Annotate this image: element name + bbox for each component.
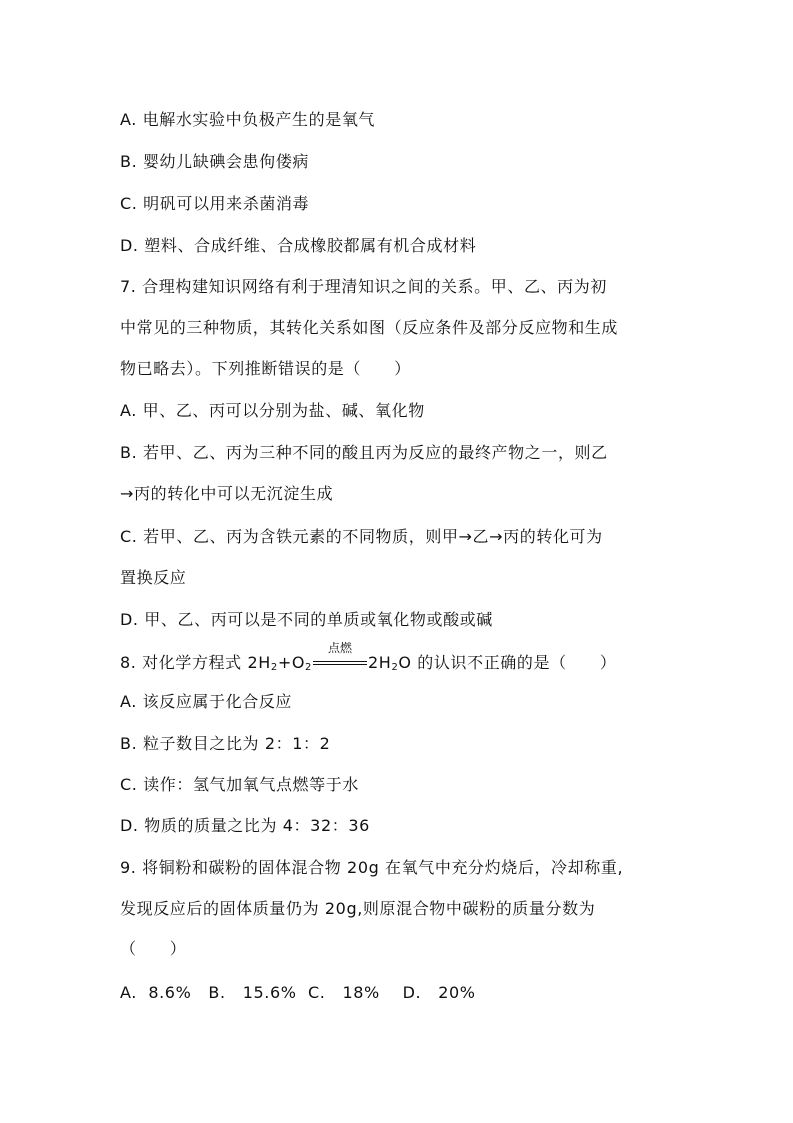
q7-option-d: D. 甲、乙、丙可以是不同的单质或氧化物或酸或碱 xyxy=(120,610,493,629)
q6-option-a: A. 电解水实验中负极产生的是氧气 xyxy=(120,110,376,129)
q9-stem-line3: （ ） xyxy=(120,939,187,958)
q8-stem xyxy=(120,641,617,673)
eq-h2o: 2H xyxy=(368,653,392,672)
chemical-equation xyxy=(247,641,412,673)
q7-stem-line1: 7. 合理构建知识网络有利于理清知识之间的关系。甲、乙、丙为初 xyxy=(120,277,607,296)
eq-o2-subscript: 2 xyxy=(305,662,313,673)
reaction-equals-sign xyxy=(313,641,367,673)
q7-stem-line2: 中常见的三种物质，其转化关系如图（反应条件及部分反应物和生成 xyxy=(120,318,619,337)
eq-o: O xyxy=(398,653,412,672)
q8-stem-suffix: 的认识不正确的是（ ） xyxy=(411,653,617,672)
q7-option-a: A. 甲、乙、丙可以分别为盐、碱、氧化物 xyxy=(120,401,425,420)
q9-stem-line2: 发现反应后的固体质量仍为 20g,则原混合物中碳粉的质量分数为 xyxy=(120,899,596,918)
q8-option-a: A. 该反应属于化合反应 xyxy=(120,692,293,711)
q8-option-d: D. 物质的质量之比为 4：32：36 xyxy=(120,816,370,835)
eq-h2: 2H xyxy=(247,653,271,672)
reaction-condition: 点燃 xyxy=(328,641,353,655)
q6-option-c: C. 明矾可以用来杀菌消毒 xyxy=(120,194,310,213)
q8-option-b: B. 粒子数目之比为 2：1：2 xyxy=(120,734,331,753)
eq-h2o-subscript: 2 xyxy=(391,662,399,673)
q9-stem-line1: 9. 将铜粉和碳粉的固体混合物 20g 在氧气中充分灼烧后，冷却称重, xyxy=(120,858,624,877)
eq-h2-subscript: 2 xyxy=(270,662,278,673)
q6-option-d: D. 塑料、合成纤维、合成橡胶都属有机合成材料 xyxy=(120,236,477,255)
q7-option-b-line1: B. 若甲、乙、丙为三种不同的酸且丙为反应的最终产物之一，则乙 xyxy=(120,443,608,462)
eq-plus-o2: +O xyxy=(277,653,306,672)
q8-option-c: C. 读作：氢气加氧气点燃等于水 xyxy=(120,775,359,794)
q9-options: A. 8.6% B. 15.6% C. 18% D. 20% xyxy=(120,983,476,1002)
q6-option-b: B. 婴幼儿缺碘会患佝偻病 xyxy=(120,152,309,171)
q7-stem-line3: 物已略去）。下列推断错误的是（ ） xyxy=(120,359,411,378)
q7-option-c-line2: 置换反应 xyxy=(120,568,187,587)
q7-option-b-line2: →丙的转化中可以无沉淀生成 xyxy=(120,484,334,503)
q8-stem-prefix: 8. 对化学方程式 xyxy=(120,653,248,672)
q7-option-c-line1: C. 若甲、乙、丙为含铁元素的不同物质，则甲→乙→丙的转化可为 xyxy=(120,527,603,546)
